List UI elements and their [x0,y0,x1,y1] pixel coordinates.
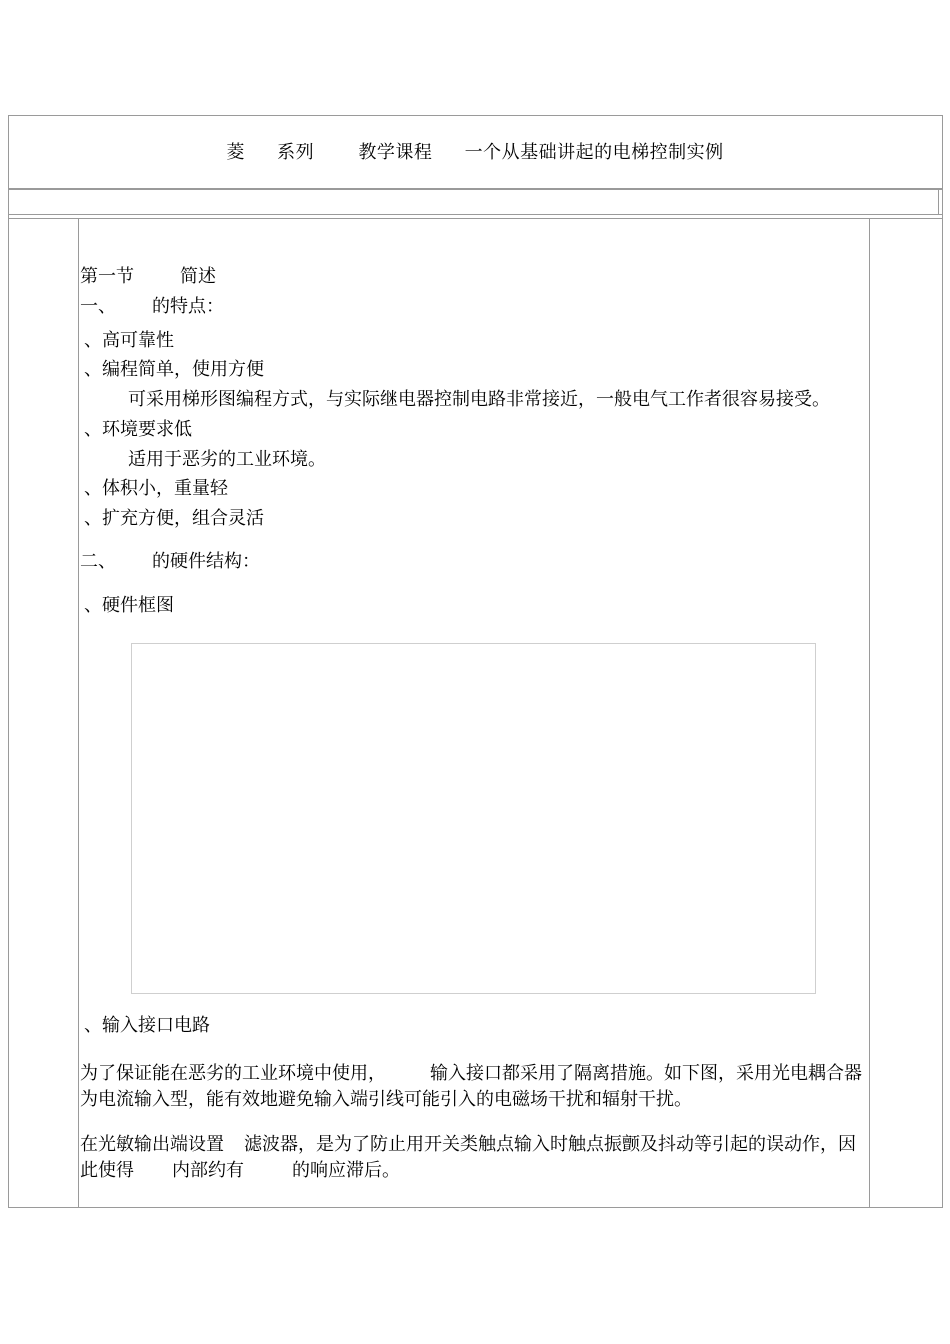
content-right-column-border [869,218,870,1208]
section-number: 第一节 [80,266,134,287]
section-title: 简述 [180,266,216,287]
frame-bottom-border [8,1207,943,1208]
section-heading [80,265,216,289]
frame-left-border [8,115,9,1208]
title-part-3: 教学课程 [358,142,433,163]
para1-part-b: 输入接口都采用了隔离措施。如下图，采用光电耦合器为电流输入型，能有效地避免输入端引线可能引入的电磁场干扰和辐射干扰。 [80,1063,862,1110]
feature-item: 、环境要求低 [84,419,192,440]
feature-item: 、编程简单，使用方便 [84,359,264,380]
title-part-4: 一个从基础讲起的电梯控制实例 [464,142,724,163]
header-bottom-border [8,188,943,190]
hardware-diagram-placeholder [131,643,816,994]
content-top-border [8,218,943,219]
title-part-1: 菱 [226,142,245,163]
feature-detail: 适用于恶劣的工业环境。 [128,449,326,470]
feature-detail: 可采用梯形图编程方式，与实际继电器控制电路非常接近，一般电气工作者很容易接受。 [128,389,830,410]
para2-part-c: 内部约有 [172,1160,244,1181]
hw-item: 、输入接口电路 [84,1015,210,1036]
part1-heading [80,295,224,319]
content-left-column-border [78,218,79,1208]
para2-part-d: 的响应滞后。 [292,1160,400,1181]
part2-heading [80,550,260,574]
hw-item: 、硬件框图 [84,595,174,616]
frame-top-border [8,115,943,116]
part1-title: 的特点： [152,296,224,317]
feature-item: 、扩充方便，组合灵活 [84,508,264,529]
part2-title: 的硬件结构： [152,551,260,572]
feature-item: 、体积小，重量轻 [84,478,228,499]
title-part-2: 系列 [277,142,315,163]
part1-number: 一、 [80,296,116,317]
feature-item: 、高可靠性 [84,330,174,351]
input-circuit-paragraph-1 [80,1061,870,1113]
para2-part-b: 滤波器，是为了防止用开关类触点输入时触点振颤及抖动等引起的误动作，因此使得 [80,1134,856,1181]
input-circuit-paragraph-2 [80,1132,870,1184]
para1-part-a: 为了保证能在恶劣的工业环境中使用， [80,1063,386,1084]
frame-right-border [942,115,943,1208]
blank-row-bottom-border [8,214,943,215]
part2-number: 二、 [80,551,116,572]
page-title [10,138,940,168]
para2-part-a: 在光敏输出端设置 [80,1134,224,1155]
blank-row-right-border [938,190,939,215]
